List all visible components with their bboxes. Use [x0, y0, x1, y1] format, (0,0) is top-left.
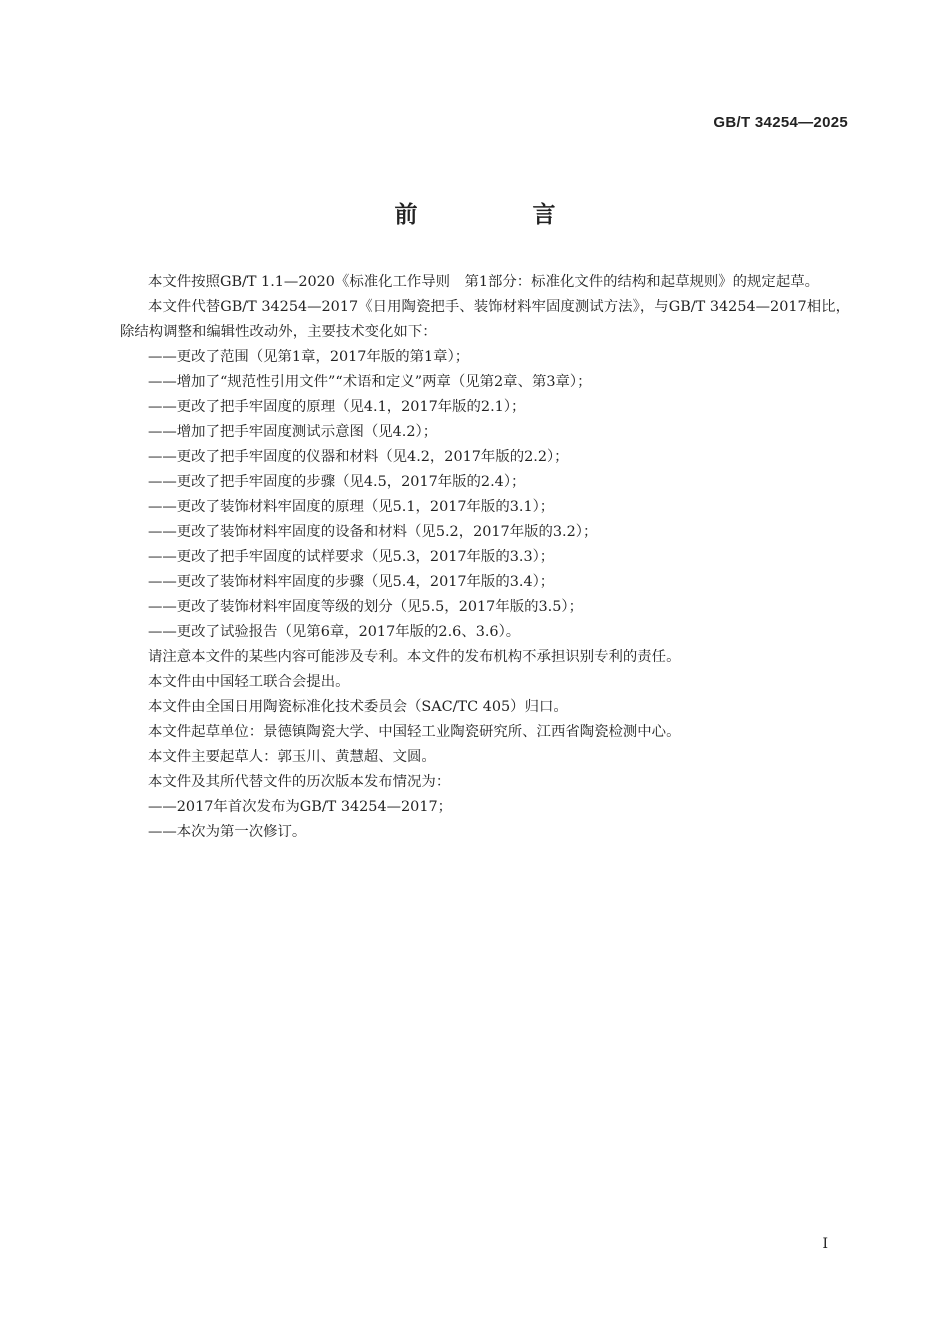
change-item: ——增加了“规范性引用文件”“术语和定义”两章（见第2章、第3章）；: [148, 374, 592, 390]
change-item: ——增加了把手牢固度测试示意图（见4.2）；: [148, 424, 438, 440]
patent-notice: 请注意本文件的某些内容可能涉及专利。本文件的发布机构不承担识别专利的责任。: [148, 649, 681, 665]
drafting-units: 本文件起草单位：景德镇陶瓷大学、中国轻工业陶瓷研究所、江西省陶瓷检测中心。: [148, 724, 681, 740]
drafters: 本文件主要起草人：郭玉川、黄慧超、文圆。: [148, 749, 436, 765]
history-item: ——本次为第一次修订。: [148, 824, 307, 840]
change-item: ——更改了装饰材料牢固度的步骤（见5.4，2017年版的3.4）；: [148, 574, 555, 590]
history-item: ——2017年首次发布为GB/T 34254—2017；: [148, 799, 453, 815]
page-number: I: [822, 1236, 828, 1252]
change-item: ——更改了把手牢固度的仪器和材料（见4.2，2017年版的2.2）；: [148, 449, 569, 465]
change-item: ——更改了装饰材料牢固度的原理（见5.1，2017年版的3.1）；: [148, 499, 555, 515]
change-item: ——更改了把手牢固度的原理（见4.1，2017年版的2.1）；: [148, 399, 526, 415]
foreword-body: [120, 270, 850, 845]
standard-code: GB/T 34254—2025: [713, 114, 848, 131]
change-item: ——更改了把手牢固度的试样要求（见5.3，2017年版的3.3）；: [148, 549, 555, 565]
page-title: 前 言: [394, 202, 602, 228]
change-item: ——更改了范围（见第1章，2017年版的第1章）；: [148, 349, 470, 365]
proposer: 本文件由中国轻工联合会提出。: [148, 674, 350, 690]
change-item: ——更改了装饰材料牢固度的设备和材料（见5.2，2017年版的3.2）；: [148, 524, 598, 540]
change-item: ——更改了把手牢固度的步骤（见4.5，2017年版的2.4）；: [148, 474, 526, 490]
committee: 本文件由全国日用陶瓷标准化技术委员会（SAC/TC 405）归口。: [148, 699, 568, 715]
paragraph: 本文件代替GB/T 34254—2017《日用陶瓷把手、装饰材料牢固度测试方法》，与GB/T 34254—2017相比，除结构调整和编辑性改动外，主要技术变化如下：: [120, 299, 850, 340]
paragraph: 本文件按照GB/T 1.1—2020《标准化工作导则 第1部分：标准化文件的结构和起草规则》的规定起草。: [148, 274, 819, 290]
history-intro: 本文件及其所代替文件的历次版本发布情况为：: [148, 774, 451, 790]
change-item: ——更改了试验报告（见第6章，2017年版的2.6、3.6）。: [148, 624, 521, 640]
change-item: ——更改了装饰材料牢固度等级的划分（见5.5，2017年版的3.5）；: [148, 599, 583, 615]
